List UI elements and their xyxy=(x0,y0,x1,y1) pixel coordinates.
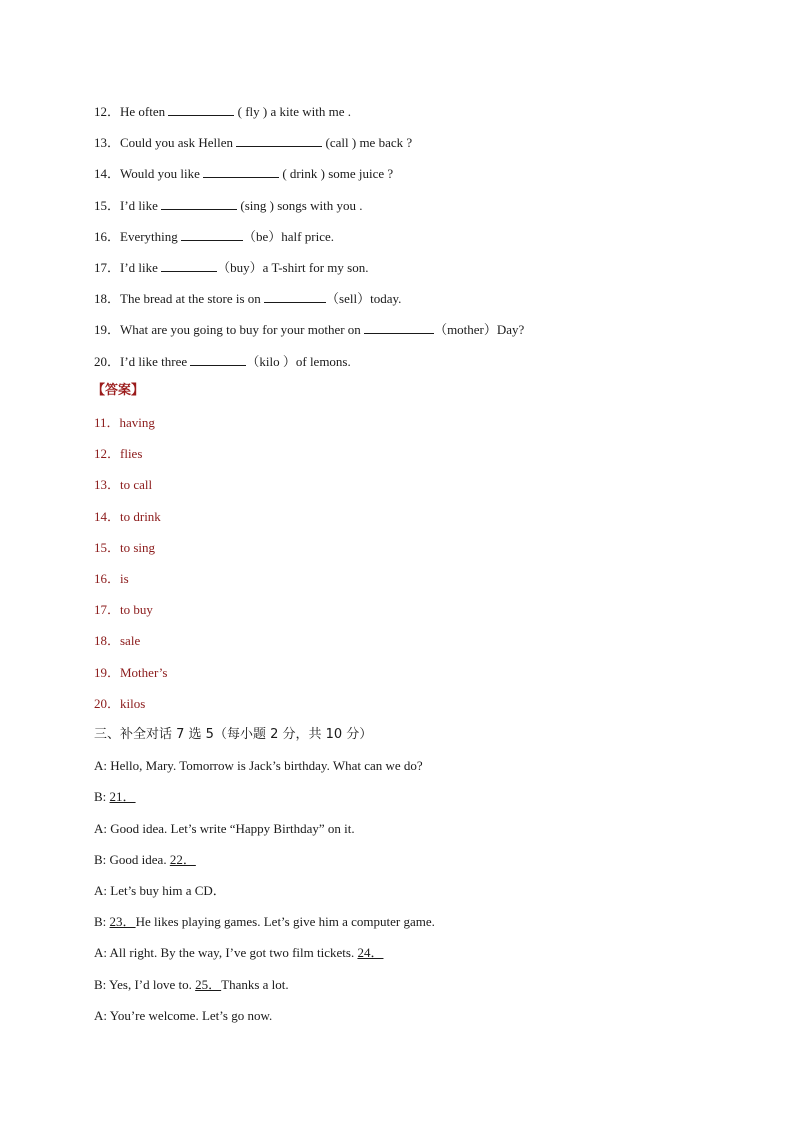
dialogue-blank[interactable]: 25． xyxy=(195,977,222,992)
dialogue-blank[interactable]: 24． xyxy=(357,945,384,960)
dialogue-text: Thanks a lot. xyxy=(221,977,289,992)
dialogue-line xyxy=(94,788,136,806)
question-text: 14．Would you like xyxy=(94,166,204,181)
question-hint: (sing ) songs with you . xyxy=(237,198,363,213)
question-13 xyxy=(94,133,412,152)
question-text: 19．What are you going to buy for your mother on xyxy=(94,322,365,337)
dialogue-line xyxy=(94,944,383,962)
question-hint: （be）half price. xyxy=(243,229,334,244)
question-text: 15．I’d like xyxy=(94,198,162,213)
question-text: 13．Could you ask Hellen xyxy=(94,135,237,150)
question-hint: (call ) me back ? xyxy=(322,135,413,150)
answer-item: 18．sale xyxy=(94,633,141,648)
question-12 xyxy=(94,102,351,121)
dialogue-text: B: xyxy=(94,789,110,804)
dialogue-text: A: Good idea. Let’s write “Happy Birthday” on it. xyxy=(94,821,355,836)
dialogue-line xyxy=(94,851,196,869)
question-17 xyxy=(94,258,368,277)
answer-item: 11．having xyxy=(94,415,155,430)
dialogue-text: A: You’re welcome. Let’s go now. xyxy=(94,1008,273,1023)
dialogue-blank[interactable]: 23． xyxy=(109,914,136,929)
dialogue-text: B: Good idea. xyxy=(94,852,170,867)
answer-item: 12．flies xyxy=(94,446,143,461)
dialogue-line xyxy=(94,757,423,775)
question-hint: ( drink ) some juice ? xyxy=(279,166,394,181)
question-hint: ( fly ) a kite with me . xyxy=(234,104,351,119)
answer-item: 16．is xyxy=(94,571,129,586)
question-16 xyxy=(94,227,334,246)
dialogue-text: A: All right. By the way, I’ve got two film tickets. xyxy=(94,945,358,960)
question-19 xyxy=(94,320,524,339)
question-text: 12．He often xyxy=(94,104,169,119)
dialogue-blank[interactable]: 22． xyxy=(169,852,196,867)
answer-blank[interactable] xyxy=(161,196,237,210)
dialogue-text: B: Yes, I’d love to. xyxy=(94,977,196,992)
question-18 xyxy=(94,289,401,308)
dialogue-line xyxy=(94,820,355,838)
dialogue-blank[interactable]: 21． xyxy=(109,789,136,804)
answer-blank[interactable] xyxy=(364,320,434,334)
answer-blank[interactable] xyxy=(161,258,217,272)
answer-blank[interactable] xyxy=(236,133,322,147)
question-text: 16．Everything xyxy=(94,229,182,244)
question-hint: （mother）Day? xyxy=(434,322,525,337)
question-hint: （kilo ）of lemons. xyxy=(246,354,351,369)
answer-item: 15．to sing xyxy=(94,540,156,555)
question-hint: （buy）a T-shirt for my son. xyxy=(217,260,369,275)
question-text: 18．The bread at the store is on xyxy=(94,291,265,306)
dialogue-line xyxy=(94,976,289,994)
question-hint: （sell）today. xyxy=(326,291,402,306)
question-14 xyxy=(94,164,393,183)
answer-blank[interactable] xyxy=(181,227,243,241)
answer-item: 17．to buy xyxy=(94,602,153,617)
dialogue-text: A: Hello, Mary. Tomorrow is Jack’s birthday. What can we do? xyxy=(94,758,423,773)
answer-blank[interactable] xyxy=(168,102,234,116)
answer-blank[interactable] xyxy=(203,164,279,178)
answer-item: 19．Mother’s xyxy=(94,665,168,680)
dialogue-text: He likes playing games. Let’s give him a computer game. xyxy=(135,914,435,929)
question-text: 17．I’d like xyxy=(94,260,162,275)
answer-item: 13．to call xyxy=(94,477,153,492)
question-20 xyxy=(94,352,351,371)
answer-blank[interactable] xyxy=(190,352,246,366)
answer-item: 14．to drink xyxy=(94,509,161,524)
question-text: 20．I’d like three xyxy=(94,354,191,369)
dialogue-line xyxy=(94,1007,272,1025)
dialogue-text: A: Let’s buy him a CD． xyxy=(94,883,226,898)
answer-item: 20．kilos xyxy=(94,696,146,711)
question-15 xyxy=(94,196,362,215)
section-title: 三、补全对话 7 选 5（每小题 2 分，共 10 分） xyxy=(94,727,373,742)
dialogue-line xyxy=(94,913,435,931)
answer-title: 【答案】 xyxy=(92,383,145,398)
dialogue-line xyxy=(94,882,226,900)
answer-blank[interactable] xyxy=(264,289,326,303)
dialogue-text: B: xyxy=(94,914,110,929)
